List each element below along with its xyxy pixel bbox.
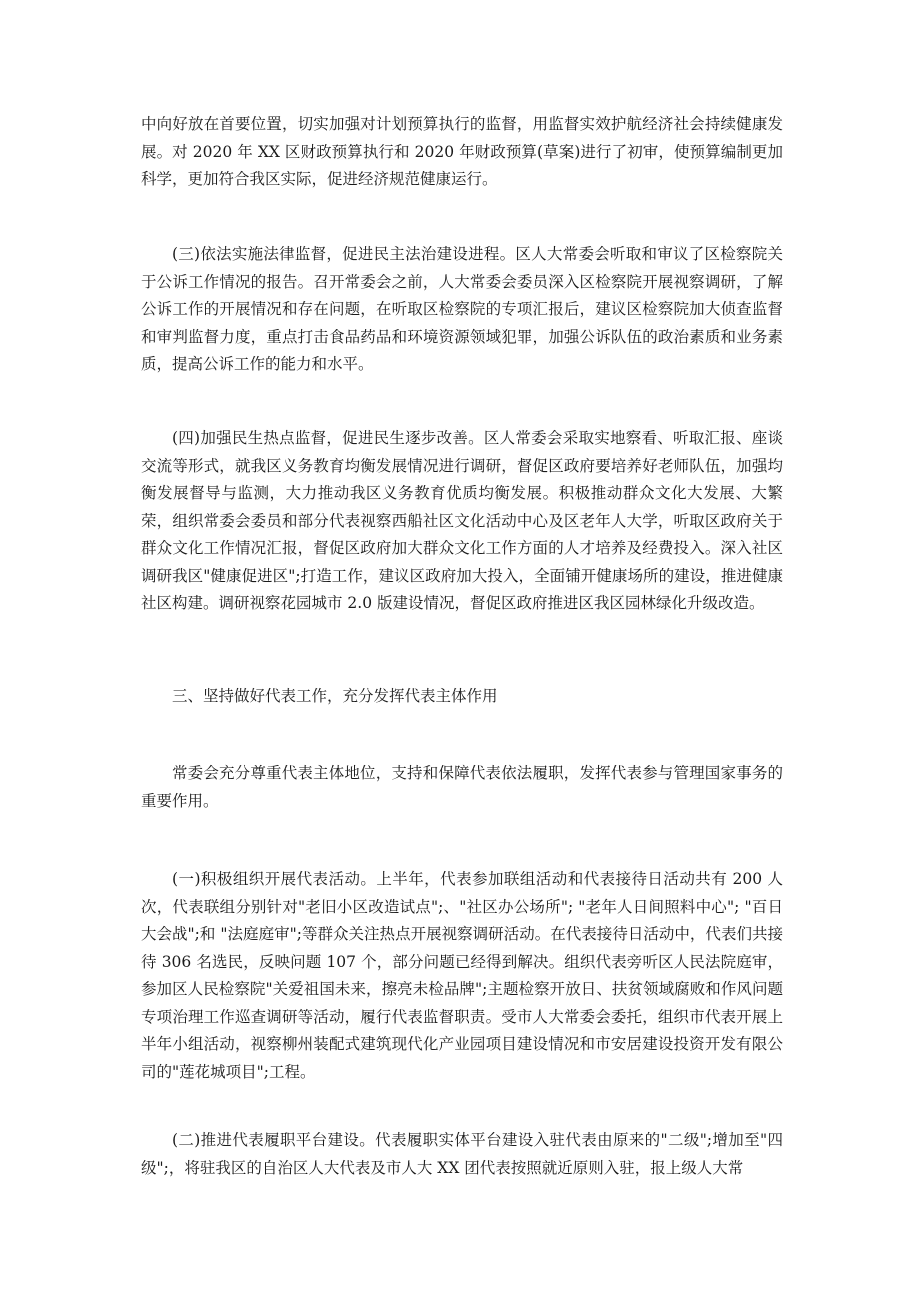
paragraph-representative-role: 常委会充分尊重代表主体地位，支持和保障代表依法履职，发挥代表参与管理国家事务的重要作用。	[141, 764, 783, 810]
paragraph-budget-supervision: 中向好放在首要位置，切实加强对计划预算执行的监督，用监督实效护航经济社会持续健康发展。对 2020 年 XX 区财政预算执行和 2020 年财政预算(草案)进行了初审，使预算编制更加科学，更加符合我区实际，促进经济规范健康运行。	[141, 115, 783, 188]
section-heading-representatives: 三、坚持做好代表工作，充分发挥代表主体作用	[172, 687, 498, 705]
paragraph-representative-activities: (一)积极组织开展代表活动。上半年，代表参加联组活动和代表接待日活动共有 200 人次，代表联组分别针对"老旧小区改造试点";、"社区办公场所"; "老年人日间照料中心"; "百日大会战";和 "法庭庭审";等群众关注热点开展视察调研活动。在代表接待日活动中，代表们共接待 306 名选民，反映问题 107 个，部分问题已经得到解决。组织代表旁听区人民法院庭审，参加区人民检察院"关爱祖国未来，擦亮未检品牌";主题检察开放日、扶贫领域腐败和作风问题专项治理工作巡查调研等活动，履行代表监督职责。受市人大常委会委托，组织市代表开展上半年小组活动，视察柳州装配式建筑现代化产业园项目建设情况和市安居建设投资开发有限公司的"莲花城项目";工程。	[141, 870, 783, 1081]
paragraph-platform-construction: (二)推进代表履职平台建设。代表履职实体平台建设入驻代表由原来的"二级";增加至"四级";，将驻我区的自治区人大代表及市人大 XX 团代表按照就近原则入驻，报上级人大常	[141, 1131, 783, 1177]
paragraph-livelihood-supervision: (四)加强民生热点监督，促进民生逐步改善。区人常委会采取实地察看、听取汇报、座谈交流等形式，就我区义务教育均衡发展情况进行调研，督促区政府要培养好老师队伍，加强均衡发展督导与监测，大力推动我区义务教育优质均衡发展。积极推动群众文化大发展、大繁荣，组织常委会委员和部分代表视察西船社区文化活动中心及区老年人大学，听取区政府关于群众文化工作情况汇报，督促区政府加大群众文化工作方面的人才培养及经费投入。深入社区调研我区"健康促进区";打造工作，建议区政府加大投入，全面铺开健康场所的建设，推进健康社区构建。调研视察花园城市 2.0 版建设情况，督促区政府推进区我区园林绿化升级改造。	[141, 429, 783, 612]
paragraph-legal-supervision: (三)依法实施法律监督，促进民主法治建设进程。区人大常委会听取和审议了区检察院关于公诉工作情况的报告。召开常委会之前，人大常委会委员深入区检察院开展视察调研，了解公诉工作的开展情况和存在问题，在听取区检察院的专项汇报后，建议区检察院加大侦查监督和审判监督力度，重点打击食品药品和环境资源领域犯罪，加强公诉队伍的政治素质和业务素质，提高公诉工作的能力和水平。	[141, 245, 783, 373]
